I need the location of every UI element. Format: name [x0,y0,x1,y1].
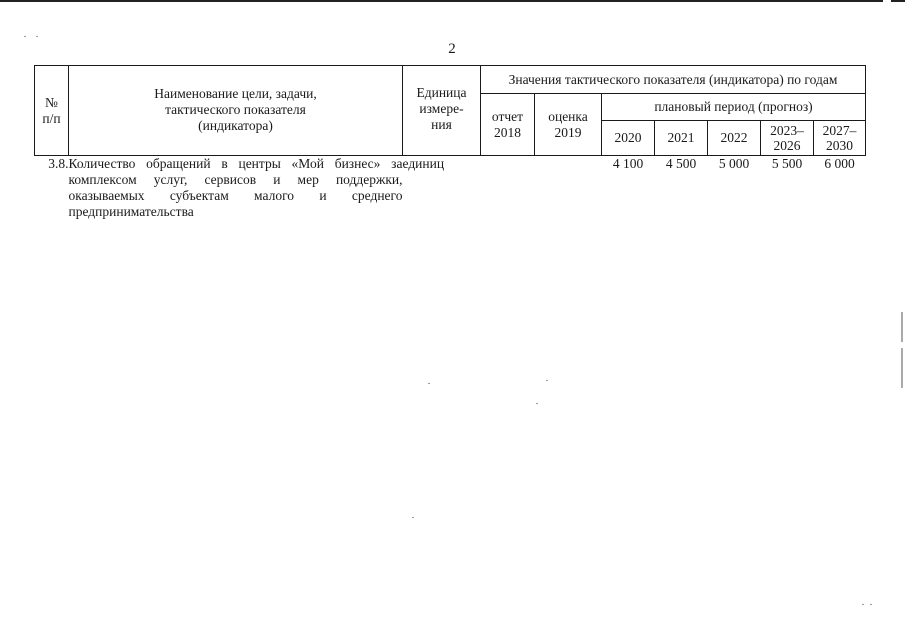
header-year-2023-2026-line-2: 2026 [773,138,801,153]
header-year-2022 [708,121,761,156]
header-unit [403,66,481,156]
header-year-2027-2030 [814,121,866,156]
header-report-year: 2018 [494,124,521,140]
header-number: № п/п [35,66,69,156]
header-name [69,66,403,156]
row-unit: единиц [402,156,445,171]
header-year-2020-label: 2020 [614,130,642,145]
header-year-2021-label: 2021 [667,130,695,145]
header-values-group: Значения тактического показателя (индикатора) по годам [481,66,866,94]
row-value-2022: 5 000 [718,156,750,171]
header-unit-line-2: измере- [419,100,464,116]
page-number: 2 [448,41,456,57]
top-border-line [0,0,905,2]
header-name-line-3: (индикатора) [198,117,273,133]
header-estimate-label: оценка [548,108,588,124]
row-name: Количество обращений в центры «Мой бизнес» за комплексом услуг, сервисов и мер поддержки, оказываемых субъектам малого и среднего предпринимательства [68,156,403,219]
header-year-2023-2026-line-1: 2023– [770,123,804,138]
row-estimate-2019 [535,156,602,221]
row-value-2021: 4 500 [665,156,697,171]
header-unit-line-1: Единица [416,84,467,100]
row-value-2020: 4 100 [612,156,644,171]
header-year-2022-label: 2022 [720,130,748,145]
table-header [35,66,866,156]
header-report-2018 [481,94,535,156]
indicators-table [34,65,866,220]
top-border-gap [883,0,891,3]
row-report-2018 [481,156,535,221]
header-planned-period: плановый период (прогноз) [602,94,866,121]
header-report-label: отчет [491,108,524,124]
table-body [35,156,866,221]
row-value-2027-2030: 6 000 [824,156,855,171]
header-year-2027-2030-line-2: 2030 [826,138,853,153]
header-unit-line-3: ния [431,116,452,132]
header-year-2020 [602,121,655,156]
row-number: 3.8. [48,156,69,171]
header-name-line-1: Наименование цели, задачи, [154,85,317,101]
header-year-2021 [655,121,708,156]
header-estimate-2019 [535,94,602,156]
header-estimate-year: 2019 [554,124,582,140]
table-row [35,156,866,221]
right-margin-mark [901,312,903,342]
header-year-2023-2026 [761,121,814,156]
right-margin-mark [901,348,903,388]
row-value-2023-2026: 5 500 [771,156,803,171]
header-name-line-2: тактического показателя [165,101,306,117]
header-year-2027-2030-line-1: 2027– [822,123,857,138]
